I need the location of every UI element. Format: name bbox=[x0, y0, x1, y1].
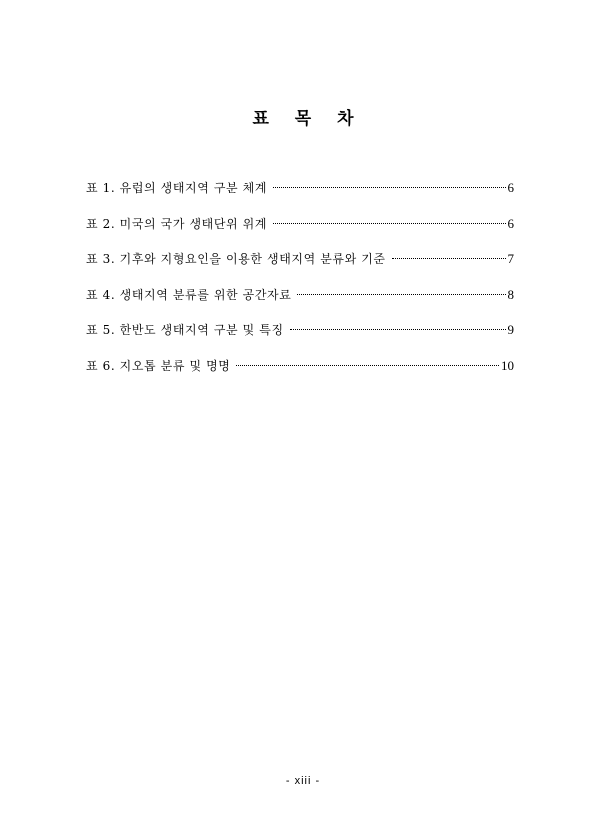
toc-entry[interactable] bbox=[86, 320, 514, 356]
dot-leader bbox=[290, 329, 506, 330]
dot-leader bbox=[236, 365, 499, 366]
toc-entry-page: 6 bbox=[507, 215, 514, 231]
toc-entry-page: 10 bbox=[501, 357, 514, 373]
toc-entry-page: 8 bbox=[507, 286, 514, 302]
dot-leader bbox=[392, 258, 506, 259]
toc-entry-label: 표 3. 기후와 지형요인을 이용한 생태지역 분류와 기준 bbox=[86, 252, 386, 266]
toc-entry-label: 표 6. 지오톱 분류 및 명명 bbox=[86, 358, 231, 373]
table-of-contents bbox=[86, 178, 514, 391]
toc-entry-page: 9 bbox=[507, 322, 514, 337]
toc-entry[interactable] bbox=[86, 249, 514, 285]
page-number: - xiii - bbox=[285, 775, 321, 787]
toc-entry[interactable] bbox=[86, 214, 514, 250]
toc-entry-label: 표 4. 생태지역 분류를 위한 공간자료 bbox=[86, 287, 292, 302]
toc-entry[interactable] bbox=[86, 285, 514, 321]
dot-leader bbox=[273, 223, 505, 224]
page-title: 표 목 차 bbox=[252, 109, 364, 129]
toc-entry-page: 6 bbox=[507, 180, 514, 195]
dot-leader bbox=[273, 187, 505, 188]
toc-entry[interactable] bbox=[86, 356, 514, 392]
toc-entry[interactable] bbox=[86, 178, 514, 214]
dot-leader bbox=[297, 294, 505, 295]
toc-entry-page: 7 bbox=[507, 251, 514, 266]
toc-entry-label: 표 1. 유럽의 생태지역 구분 체계 bbox=[86, 181, 268, 195]
toc-entry-label: 표 2. 미국의 국가 생태단위 위계 bbox=[86, 216, 268, 231]
toc-entry-label: 표 5. 한반도 생태지역 구분 및 특징 bbox=[86, 323, 284, 337]
